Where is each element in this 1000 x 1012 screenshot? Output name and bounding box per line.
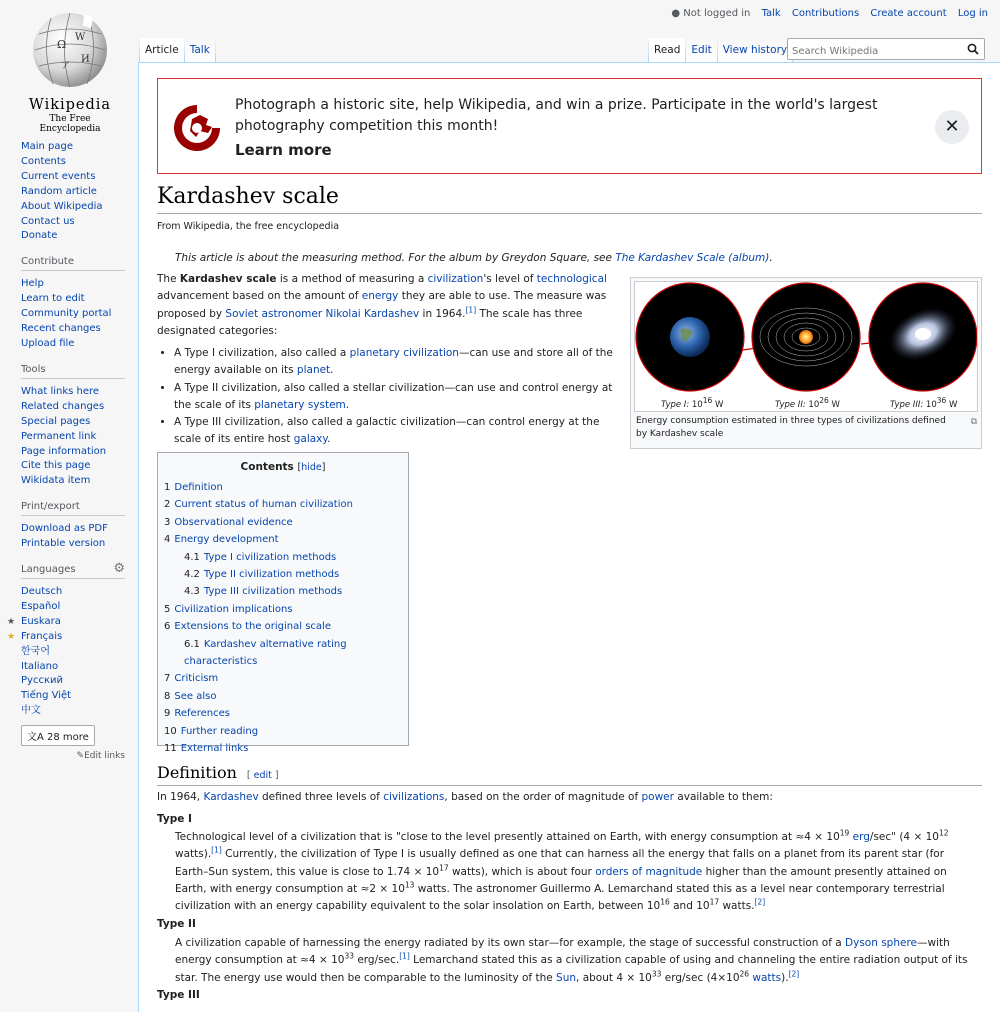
sidebar-item-contact[interactable]: Contact us	[21, 215, 75, 227]
print-export-heading: Print/export	[21, 501, 125, 516]
album-link[interactable]: The Kardashev Scale (album)	[615, 252, 770, 264]
type-i-label: Type I: $10^{16}$ W	[661, 396, 724, 410]
view-tabs	[648, 38, 793, 62]
thumbnail-figure	[630, 277, 982, 449]
type-iii-label: Type III: $10^{36}$ W	[890, 396, 958, 410]
create-account-link[interactable]: Create account	[870, 8, 947, 19]
reference-2[interactable]: [2]	[754, 897, 766, 907]
figure-caption: Energy consumption estimated in three types of civilizations defined by Kardashev scale	[636, 416, 946, 439]
toc-item-11[interactable]: 11 External links	[164, 743, 249, 755]
search-input[interactable]	[788, 43, 966, 60]
sidebar-tools	[21, 364, 125, 489]
link-watts[interactable]: watts	[752, 971, 782, 984]
sidebar-navigation	[21, 140, 125, 244]
sidebar-item-recent-changes[interactable]: Recent changes	[21, 323, 101, 335]
kardashev-illustration[interactable]	[634, 281, 978, 412]
link-energy[interactable]: energy	[361, 290, 399, 303]
sidebar-item-random-article[interactable]: Random article	[21, 185, 97, 197]
link-galaxy[interactable]: galaxy	[293, 433, 328, 446]
tab-talk[interactable]: Talk	[185, 38, 215, 63]
more-languages-button[interactable]: 文A 28 more	[21, 725, 95, 746]
article-subject-bold: Kardashev scale	[179, 273, 277, 285]
enlarge-icon[interactable]: ⧉	[970, 417, 977, 427]
list-item: • A Type III civilization, also called a galactic civilization—can control energy at the scale of its entire host galaxy.	[174, 414, 621, 449]
svg-text:W: W	[75, 32, 86, 43]
sidebar-item-contents[interactable]: Contents	[21, 155, 66, 167]
sidebar-contribute	[21, 256, 125, 352]
tools-heading: Tools	[21, 364, 125, 379]
link-civilization[interactable]: civilization	[427, 273, 484, 285]
toc-item-4-3[interactable]: 4.3 Type III civilization methods	[184, 586, 343, 598]
sidebar-languages	[7, 561, 125, 762]
link-kardashev-astronomer[interactable]: Soviet astronomer Nikolai Kardashev	[225, 307, 420, 320]
tab-read[interactable]: Read	[649, 38, 685, 63]
sidebar-item-cite-this-page[interactable]: Cite this page	[21, 460, 91, 472]
term-type-iii: Type III	[157, 989, 200, 1001]
sidebar-item-printable-version[interactable]: Printable version	[21, 538, 106, 550]
wikipedia-wordmark: Wikipedia	[28, 97, 112, 113]
link-kardashev[interactable]: Kardashev	[203, 791, 259, 803]
sidebar-item-special-pages[interactable]: Special pages	[21, 415, 91, 427]
edit-links[interactable]: ✎Edit links	[76, 751, 125, 762]
sidebar-item-related-changes[interactable]: Related changes	[21, 400, 105, 412]
reference-1[interactable]: [1]	[211, 845, 222, 855]
lang-item-vietnamese[interactable]: Tiếng Việt	[21, 690, 72, 702]
search-icon[interactable]	[967, 43, 979, 55]
lang-item-euskara[interactable]: Euskara	[21, 615, 61, 627]
translate-icon: 文A	[27, 732, 44, 744]
section-edit-link[interactable]: [ edit ]	[246, 770, 279, 781]
sidebar-item-permanent-link[interactable]: Permanent link	[21, 430, 97, 442]
user-icon: ●	[671, 8, 681, 19]
contribute-heading: Contribute	[21, 256, 125, 271]
banner-text: Photograph a historic site, help Wikipedia, and win a prize. Participate in the world's largest photography competition this month!	[235, 97, 878, 134]
central-notice-banner	[157, 78, 982, 174]
hatnote: This article is about the measuring method. For the album by Greydon Square, see The Kardashev Scale (album).	[175, 252, 773, 264]
toc-item-8[interactable]: 8 See also	[164, 690, 217, 702]
lang-item-korean[interactable]: 한국어	[21, 645, 50, 657]
list-item: • A Type II civilization, also called a stellar civilization—can use and control energy at the scale of its planetary system.	[174, 380, 621, 415]
sidebar-item-about[interactable]: About Wikipedia	[21, 200, 103, 212]
sidebar-item-download-pdf[interactable]: Download as PDF	[21, 523, 108, 535]
lang-item-russian[interactable]: Русский	[21, 675, 63, 687]
tab-edit[interactable]: Edit	[686, 38, 716, 63]
toc-title: Contents [hide]	[240, 461, 326, 473]
svg-text:ア: ア	[61, 61, 71, 71]
toc-item-7[interactable]: 7 Criticism	[164, 673, 219, 685]
lang-item-chinese[interactable]: 中文	[21, 705, 41, 717]
banner-close-icon[interactable]: ✕	[935, 110, 969, 144]
tab-article[interactable]: Article	[140, 38, 184, 63]
content-area	[138, 62, 1000, 1012]
sidebar-item-current-events[interactable]: Current events	[21, 170, 96, 182]
sidebar-item-learn-to-edit[interactable]: Learn to edit	[21, 293, 85, 305]
page-title: Kardashev scale	[157, 184, 982, 214]
link-planetary-system[interactable]: planetary system	[254, 398, 346, 411]
toc-item-9[interactable]: 9 References	[164, 708, 230, 720]
toc-item-2[interactable]: 2 Current status of human civilization	[164, 499, 353, 511]
link-dyson-sphere[interactable]: Dyson sphere	[845, 937, 917, 949]
definition-intro: In 1964, Kardashev defined three levels of civilizations, based on the order of magnitude of power available to them:	[157, 791, 773, 803]
sidebar-item-upload-file[interactable]: Upload file	[21, 337, 75, 349]
link-power[interactable]: power	[641, 791, 674, 803]
sidebar-item-main-page[interactable]: Main page	[21, 141, 74, 152]
link-civilizations[interactable]: civilizations	[383, 791, 445, 803]
language-settings-gear-icon[interactable]: ⚙	[113, 561, 125, 577]
link-orders-of-magnitude[interactable]: orders of magnitude	[595, 865, 703, 878]
not-logged-in: ● Not logged in	[671, 8, 751, 19]
good-article-star-icon: ★	[7, 631, 16, 642]
talk-link[interactable]: Talk	[761, 8, 781, 19]
languages-heading: Languages ⚙	[21, 564, 125, 579]
link-sun[interactable]: Sun	[556, 971, 577, 984]
sidebar-item-what-links-here[interactable]: What links here	[21, 385, 100, 397]
site-subtitle: From Wikipedia, the free encyclopedia	[157, 221, 340, 232]
toc-item-10[interactable]: 10 Further reading	[164, 725, 259, 737]
description-type-ii: A civilization capable of harnessing the energy radiated by its own star—for example, the stage of successful construction of a Dyson sphere—with energy consumption at $\approx 4 \times 10^{33}$ erg/sec.[1] Lemarchand stated this as a civilization capable of using and channeling the entire radiation output of its star. The energy use would then be comparable to the luminosity of the Sun, about $4 \times 10^{33}$ erg/sec ($4\times 10^{26}$ watts).[2]	[175, 937, 968, 984]
lang-item-francais[interactable]: Français	[21, 630, 63, 642]
lead-paragraph: The Kardashev scale is a method of measuring a civilization's level of technological advancement based on the amount of energy they are able to use. The measure was proposed by Soviet astronomer Nikolai Kardashev in 1964.[1] The scale has three designated categories:	[157, 273, 607, 337]
link-technological[interactable]: technological	[536, 273, 607, 285]
wikipedia-tagline: The Free Encyclopedia	[39, 114, 101, 134]
toc-hide-toggle[interactable]: [hide]	[297, 462, 326, 473]
toc-item-6[interactable]: 6 Extensions to the original scale	[164, 621, 331, 633]
link-planetary-civilization[interactable]: planetary civilization	[349, 347, 459, 359]
search-box	[787, 38, 985, 60]
sidebar-item-help[interactable]: Help	[21, 278, 44, 290]
log-in-link[interactable]: Log in	[957, 8, 988, 19]
toc-item-1[interactable]: 1 Definition	[164, 482, 223, 493]
lang-item-espanol[interactable]: Español	[21, 600, 61, 612]
toc-item-4[interactable]: 4 Energy development	[164, 534, 279, 546]
svg-text:И: И	[81, 54, 90, 65]
tab-view-history[interactable]: View history	[718, 38, 792, 63]
toc-item-3[interactable]: 3 Observational evidence	[164, 516, 293, 528]
toc-item-4-2[interactable]: 4.2 Type II civilization methods	[184, 569, 340, 581]
wiki-loves-monuments-logo-icon	[170, 101, 224, 155]
sidebar-item-page-information[interactable]: Page information	[21, 445, 107, 457]
link-planet[interactable]: planet	[296, 364, 331, 377]
lang-item-euskara-wrap	[7, 615, 125, 630]
type-ii-label: Type II: $10^{26}$ W	[775, 396, 840, 410]
wikipedia-globe-icon	[29, 8, 111, 90]
featured-star-icon: ★	[7, 616, 16, 627]
table-of-contents	[157, 452, 409, 755]
reference-2[interactable]: [2]	[788, 969, 800, 979]
pencil-icon: ✎	[76, 751, 85, 762]
namespace-tabs	[139, 38, 216, 62]
term-type-ii: Type II	[157, 918, 196, 930]
reference-1[interactable]: [1]	[399, 951, 410, 961]
sidebar-item-wikidata-item[interactable]: Wikidata item	[21, 475, 91, 487]
civilization-types-list	[157, 345, 621, 449]
wikipedia-logo[interactable]	[18, 8, 122, 134]
description-type-i: Technological level of a civilization that is "close to the level presently attained on Earth, with energy consumption at $\approx 4 \times 10^{19}$ erg/sec" ($4 \times 10^{12}$ watts).[1] Currently, the civilization of Type I is usually defined as one that can harness all the energy that falls on a planet from its parent star (for Earth–Sun system, this value is close to $1.74 \times 10^{17}$ watts), which is about four orders of magnitude higher than the amount presently attained on Earth, with energy consumption at $\approx 2 \times 10^{13}$ watts. The astronomer Guillermo A. Lemarchand stated this as a level near contemporary terrestrial civilization with an energy capability equivalent to the solar insolation on Earth, between $10^{16}$ and $10^{17}$ watts.[2]	[175, 828, 949, 913]
toc-item-5[interactable]: 5 Civilization implications	[164, 603, 293, 615]
reference-1[interactable]: [1]	[465, 305, 477, 315]
list-item: • A Type I civilization, also called a planetary civilization—can use and store all of the energy available on its planet.	[174, 345, 621, 380]
toc-item-4-1[interactable]: 4.1 Type I civilization methods	[184, 551, 337, 563]
toc-item-6-1[interactable]: 6.1 Kardashev alternative rating characteristics	[184, 638, 347, 668]
svg-text:Ω: Ω	[57, 38, 67, 51]
term-type-i: Type I	[157, 813, 192, 825]
section-heading-definition: Definition [ edit ]	[157, 763, 982, 786]
personal-tools	[663, 8, 988, 19]
lang-item-francais-wrap	[7, 630, 125, 645]
sidebar-item-donate[interactable]: Donate	[21, 230, 58, 242]
contributions-link[interactable]: Contributions	[791, 8, 860, 19]
sidebar	[0, 140, 138, 773]
sidebar-item-community-portal[interactable]: Community portal	[21, 308, 112, 320]
lang-item-deutsch[interactable]: Deutsch	[21, 586, 63, 598]
lang-item-italiano[interactable]: Italiano	[21, 660, 59, 672]
sidebar-print-export	[21, 501, 125, 552]
link-erg[interactable]: erg	[852, 831, 870, 843]
civilization-types-image	[635, 282, 977, 398]
banner-learn-more[interactable]: Learn more	[235, 141, 332, 159]
